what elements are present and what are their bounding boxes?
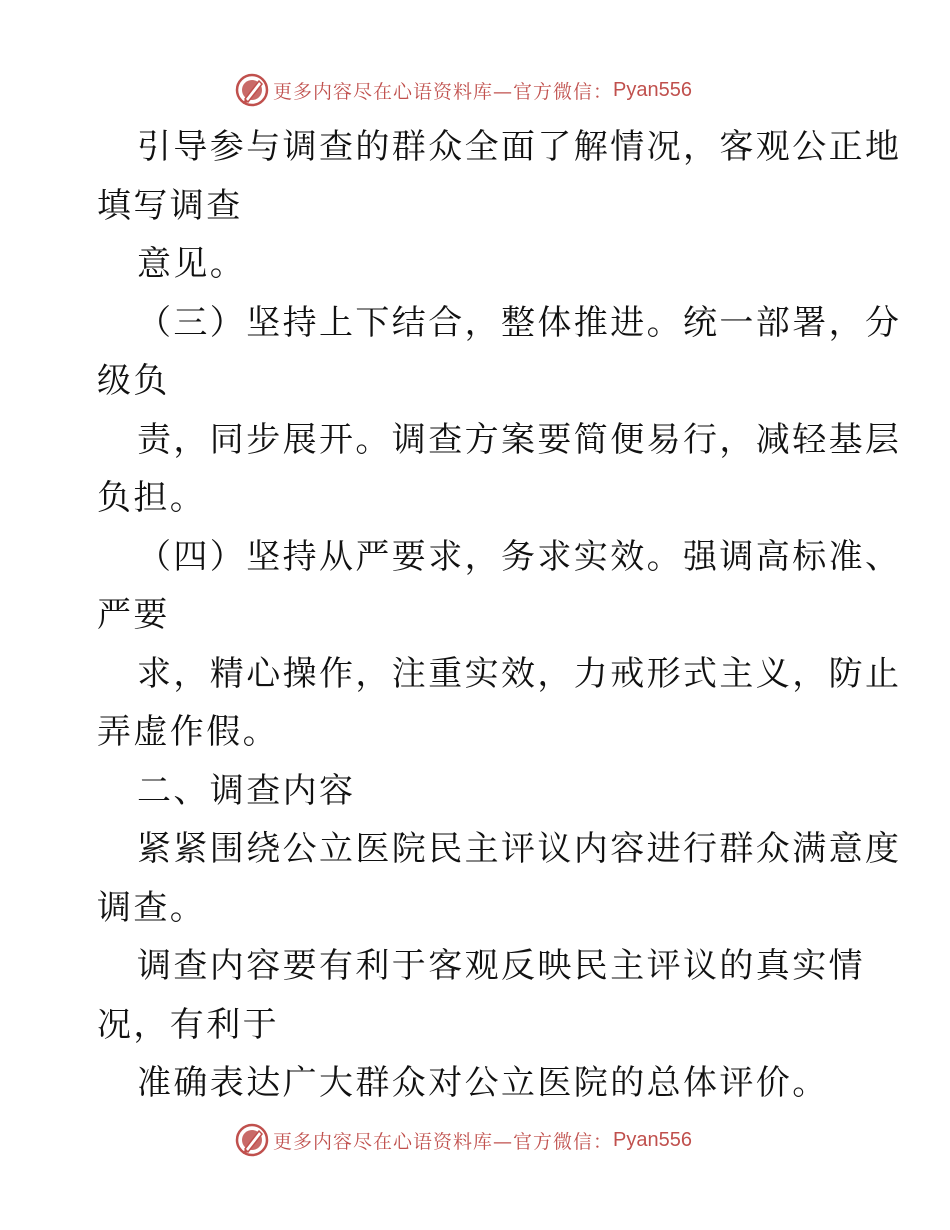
text-line: 负担。 <box>97 478 207 518</box>
document-body <box>97 118 902 1113</box>
paragraph <box>97 645 902 762</box>
paragraph <box>97 528 902 645</box>
wechat-id: Pyan556 <box>613 78 692 101</box>
text-line: 求，精心操作，注重实效，力戒形式主义，防止 <box>137 653 902 694</box>
banner-text: 更多内容尽在心语资料库—官方微信： <box>273 80 614 103</box>
text-line: （三）坚持上下结合，整体推进。统一部署，分 <box>137 302 902 343</box>
text-line: 级负 <box>97 361 170 401</box>
pen-seal-logo-icon <box>235 1123 269 1157</box>
paragraph <box>97 235 857 294</box>
text-line: 严要 <box>97 595 170 635</box>
paragraph <box>97 937 865 1054</box>
text-line: 意见。 <box>137 244 247 284</box>
header-banner <box>235 70 715 110</box>
section-heading <box>97 762 857 821</box>
text-line: （四）坚持从严要求，务求实效。强调高标准、 <box>137 536 902 577</box>
footer-banner <box>235 1120 715 1160</box>
pen-seal-logo-icon <box>235 73 269 107</box>
paragraph <box>97 411 902 528</box>
text-line: 弄虚作假。 <box>97 712 279 752</box>
text-line: 责，同步展开。调查方案要简便易行，减轻基层 <box>137 419 902 460</box>
text-line: 填写调查 <box>97 185 243 226</box>
text-line: 调查内容要有利于客观反映民主评议的真实情 <box>137 946 865 986</box>
wechat-id: Pyan556 <box>613 1128 692 1151</box>
banner-text: 更多内容尽在心语资料库—官方微信： <box>273 1130 614 1153</box>
paragraph <box>97 294 902 411</box>
text-line: 紧紧围绕公立医院民主评议内容进行群众满意度 <box>137 829 902 869</box>
text-line: 况，有利于 <box>97 1004 279 1045</box>
paragraph <box>97 118 902 235</box>
paragraph <box>97 820 902 937</box>
paragraph <box>97 1054 857 1113</box>
text-line: 调查。 <box>97 887 207 928</box>
text-line: 二、调查内容 <box>137 770 356 811</box>
text-line: 准确表达广大群众对公立医院的总体评价。 <box>137 1063 829 1103</box>
text-line: 引导参与调查的群众全面了解情况，客观公正地 <box>137 127 902 167</box>
